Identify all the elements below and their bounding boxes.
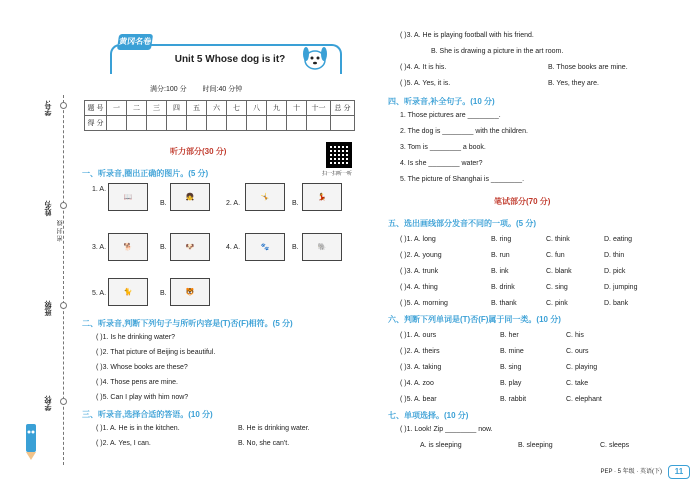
q6-option: C. elephant	[566, 396, 602, 403]
table-cell: 七	[227, 101, 247, 116]
q4-item: 2. The dog is ________ with the children.	[400, 128, 528, 135]
q1-item	[92, 290, 106, 297]
student-id-label: 学号:	[45, 100, 52, 117]
q6-option: B. play	[500, 380, 522, 387]
score-input-cell[interactable]	[307, 116, 331, 131]
item-number: 3.	[92, 244, 98, 251]
table-cell: 一	[107, 101, 127, 116]
qr-code-icon[interactable]	[326, 142, 352, 168]
score-input-cell[interactable]	[247, 116, 267, 131]
table-cell: 四	[167, 101, 187, 116]
girl-at-desk-icon[interactable]: 👧	[170, 183, 210, 211]
q5-option: C. think	[546, 236, 570, 243]
q6-option: ( )3. A. taking	[400, 364, 442, 371]
q6-option: B. mine	[500, 348, 524, 355]
q1-title: 一、听录音,圈出正确的图片。(5 分)	[82, 169, 209, 178]
q6-option: ( )4. A. zoo	[400, 380, 434, 387]
score-input-cell[interactable]	[331, 116, 355, 131]
q5-option: B. drink	[491, 284, 515, 291]
hole-icon	[60, 398, 67, 405]
q2-title: 二、听录音,判断下列句子与所听内容是(T)否(F)相符。(5 分)	[82, 319, 293, 328]
hole-icon	[60, 302, 67, 309]
listening-heading: 听力部分(30 分)	[170, 147, 227, 156]
table-cell: 六	[207, 101, 227, 116]
q5-option: D. pick	[604, 268, 626, 275]
q5-option: B. thank	[491, 300, 517, 307]
sleeping-dog-icon[interactable]: 🐾	[245, 233, 285, 261]
binding-strip	[0, 0, 70, 485]
score-input-cell[interactable]	[147, 116, 167, 131]
q5-option: D. jumping	[604, 284, 638, 291]
puppy-face-icon[interactable]: 🐶	[170, 233, 210, 261]
q7-title: 七、单项选择。(10 分)	[388, 411, 469, 420]
tiger-icon[interactable]: 🐯	[170, 278, 210, 306]
q5-option: ( )4. A. thing	[400, 284, 438, 291]
score-input-cell[interactable]	[127, 116, 147, 131]
score-input-cell[interactable]	[267, 116, 287, 131]
school-label: 学校:	[45, 395, 52, 412]
exam-meta	[150, 84, 242, 94]
option-b-label: B.	[160, 244, 167, 251]
q5-option: ( )2. A. young	[400, 252, 442, 259]
dog-mascot-icon	[298, 40, 332, 74]
full-score: 满分:100 分	[150, 86, 187, 93]
q5-option: ( )3. A. trunk	[400, 268, 439, 275]
q5-option: D. eating	[604, 236, 633, 243]
q3-title: 三、听录音,选择合适的答语。(10 分)	[82, 410, 213, 419]
q4-item: 3. Tom is ________ a book.	[400, 144, 486, 151]
table-cell: 十	[287, 101, 307, 116]
exam-time: 时间:40 分钟	[202, 86, 243, 93]
score-table-header	[85, 101, 355, 116]
q7-option: B. sleeping	[518, 442, 553, 449]
q4-title: 四、听录音,补全句子。(10 分)	[388, 97, 495, 106]
score-input-cell[interactable]	[287, 116, 307, 131]
dog-icon[interactable]: 🐕	[108, 233, 148, 261]
table-cell: 题 号	[85, 101, 107, 116]
q2-item: ( )4. Those pens are mine.	[96, 379, 178, 386]
q6-option: ( )5. A. bear	[400, 396, 437, 403]
option-a-label: A.	[99, 186, 107, 193]
q5-option: ( )5. A. morning	[400, 300, 448, 307]
score-input-cell[interactable]	[207, 116, 227, 131]
q3-item-b: B. She is drawing a picture in the art room.	[431, 48, 564, 55]
q5-option: C. sing	[546, 284, 568, 291]
q3-item-a: ( )5. A. Yes, it is.	[400, 80, 451, 87]
q4-item: 4. Is she ________ water?	[400, 160, 483, 167]
item-number: 5.	[92, 290, 98, 297]
q3-item-a: ( )3. A. He is playing football with his friend.	[400, 32, 534, 39]
name-label: 姓名:	[45, 200, 52, 217]
q6-option: C. ours	[566, 348, 589, 355]
q3-item-a: ( )2. A. Yes, I can.	[96, 440, 151, 447]
q5-option: C. fun	[546, 252, 565, 259]
q3-item-b: B. Those books are mine.	[548, 64, 628, 71]
item-number: 2.	[226, 200, 232, 207]
q6-option: C. his	[566, 332, 584, 339]
class-label: 班级:	[45, 300, 52, 317]
pencil-mascot-icon	[20, 420, 42, 460]
q3-item-a: ( )1. A. He is in the kitchen.	[96, 425, 180, 432]
q4-item: 1. Those pictures are ________.	[400, 112, 501, 119]
table-cell: 五	[187, 101, 207, 116]
q1-item	[226, 244, 240, 251]
seal-line	[63, 95, 64, 465]
q2-item: ( )5. Can I play with him now?	[96, 394, 189, 401]
q5-title: 五、选出画线部分发音不同的一项。(5 分)	[388, 219, 536, 228]
q7-option: C. sleeps	[600, 442, 630, 449]
q6-option: B. rabbit	[500, 396, 527, 403]
hole-icon	[60, 102, 67, 109]
item-number: 4.	[226, 244, 232, 251]
q7-stem: ( )1. Look! Zip ________ now.	[400, 426, 493, 433]
reading-boy-icon[interactable]: 📖	[108, 183, 148, 211]
playing-kids-icon[interactable]: 🤸	[245, 183, 285, 211]
q2-item: ( )3. Whose books are these?	[96, 364, 188, 371]
q5-option: ( )1. A. long	[400, 236, 436, 243]
brand-banner: 黄冈名卷	[117, 34, 153, 50]
score-input-cell[interactable]	[107, 116, 127, 131]
q6-title: 六、判断下列单词是(T)否(F)属于同一类。(10 分)	[388, 315, 561, 324]
page-number: 11	[668, 465, 690, 479]
q6-option: B. her	[500, 332, 519, 339]
score-table-row	[85, 116, 355, 131]
table-cell: 十一	[307, 101, 331, 116]
q6-option: C. playing	[566, 364, 598, 371]
seal-text: 密 封 线	[58, 220, 64, 242]
q5-option: C. blank	[546, 268, 572, 275]
q3-item-b: B. No, she can't.	[238, 440, 290, 447]
q1-item	[92, 186, 106, 193]
item-number: 1.	[92, 186, 98, 193]
q1-item	[226, 200, 240, 207]
q3-item-b: B. He is drinking water.	[238, 425, 310, 432]
score-input-cell[interactable]	[167, 116, 187, 131]
q5-option: B. ring	[491, 236, 512, 243]
option-a-label: A.	[99, 244, 107, 251]
score-input-cell[interactable]	[227, 116, 247, 131]
q5-option: C. pink	[546, 300, 568, 307]
q7-option: A. is sleeping	[420, 442, 462, 449]
q6-option: ( )1. A. ours	[400, 332, 437, 339]
table-cell: 二	[127, 101, 147, 116]
option-b-label: B.	[160, 200, 167, 207]
option-a-label: A.	[233, 200, 241, 207]
option-b-label: B.	[292, 244, 299, 251]
table-cell: 八	[247, 101, 267, 116]
table-cell: 三	[147, 101, 167, 116]
cat-ball-icon[interactable]: 🐈	[108, 278, 148, 306]
page-title: Unit 5 Whose dog is it?	[174, 54, 286, 65]
qr-caption: 扫一扫听一听	[322, 171, 353, 177]
q2-item: ( )2. That picture of Beijing is beautiful.	[96, 349, 216, 356]
score-input-cell[interactable]	[187, 116, 207, 131]
q5-option: D. bank	[604, 300, 629, 307]
writing-heading: 笔试部分(70 分)	[494, 197, 551, 206]
q2-item: ( )1. Is he drinking water?	[96, 334, 175, 341]
q5-option: B. ink	[491, 268, 509, 275]
q6-option: C. take	[566, 380, 589, 387]
q1-item	[92, 244, 106, 251]
footer-text: PEP · 5 年级 · 英语(下)	[600, 469, 662, 475]
q5-option: B. run	[491, 252, 510, 259]
hole-icon	[60, 202, 67, 209]
girl-dancing-icon[interactable]: 💃	[302, 183, 342, 211]
score-table	[84, 100, 355, 131]
q6-option: B. sing	[500, 364, 522, 371]
option-a-label: A.	[233, 244, 241, 251]
table-cell: 九	[267, 101, 287, 116]
q6-option: ( )2. A. theirs	[400, 348, 440, 355]
q5-option: D. thin	[604, 252, 625, 259]
table-cell: 得 分	[85, 116, 107, 131]
q3-item-b: B. Yes, they are.	[548, 80, 599, 87]
option-b-label: B.	[292, 200, 299, 207]
q3-item-a: ( )4. A. It is his.	[400, 64, 447, 71]
option-b-label: B.	[160, 290, 167, 297]
table-cell: 总 分	[331, 101, 355, 116]
elephant-icon[interactable]: 🐘	[302, 233, 342, 261]
option-a-label: A.	[99, 290, 107, 297]
q4-item: 5. The picture of Shanghai is ________.	[400, 176, 525, 183]
